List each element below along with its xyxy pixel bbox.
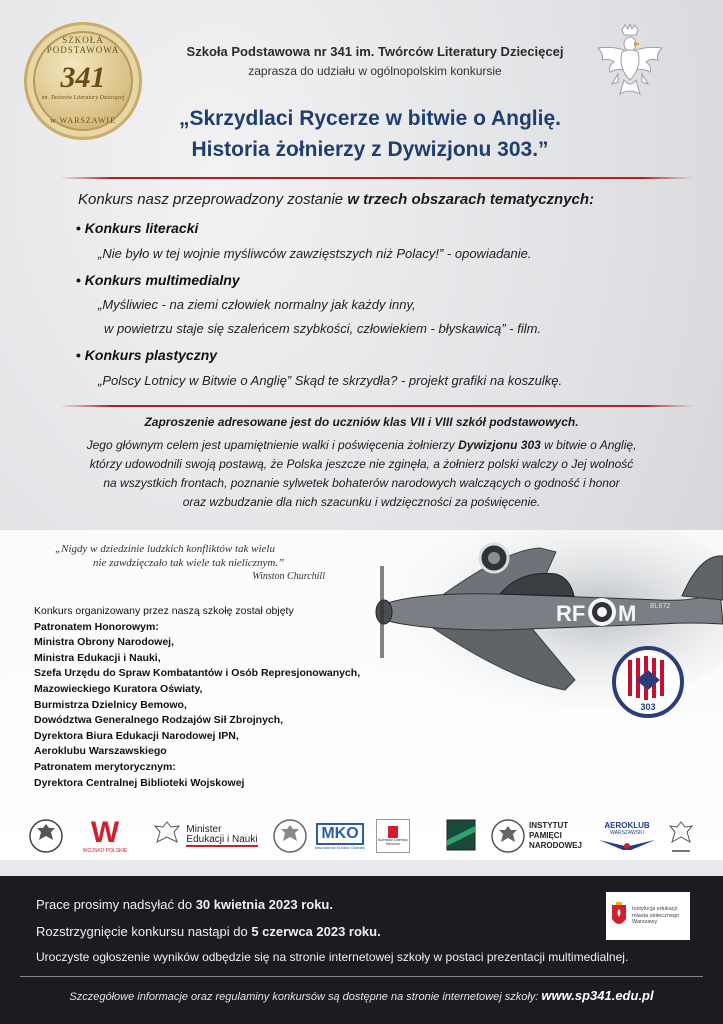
website-link[interactable]: www.sp341.edu.pl (541, 988, 654, 1003)
patron-logos (22, 812, 702, 864)
bemowo-emblem (376, 819, 410, 853)
men-logo (150, 812, 260, 860)
ipn-line1: INSTYTUT (529, 821, 569, 830)
men-eagle-icon (152, 818, 182, 854)
category-art-desc: „Polscy Lotnicy w Bitwie o Anglię” Skąd te skrzydła? - projekt grafiki na koszulkę. (98, 373, 563, 388)
aeroklub-line2: WARSZAWSKI (610, 829, 644, 836)
warsaw-logo-line: miasta stołecznego (632, 912, 680, 919)
badge-label: 303 (640, 702, 656, 712)
seal-bottom-text: w WARSZAWIE (50, 116, 116, 125)
warsaw-education-logo (606, 892, 690, 940)
squadron-303-badge (612, 646, 684, 718)
school-name: Szkoła Podstawowa nr 341 im. Twórców Literatury Dziecięcej (186, 44, 564, 59)
ipn-logo-text (529, 821, 582, 851)
men-line2: Edukacji i Nauki (186, 834, 258, 845)
seal-number: 341 (60, 60, 106, 94)
paragraph-text: Jego głównym celem jest upamiętnienie walki i poświęcenia żołnierzy (86, 438, 459, 452)
men-logo-text (186, 825, 257, 847)
category-literary: • Konkurs literacki (76, 220, 198, 236)
paragraph-text: w bitwie o Anglię, (540, 438, 637, 452)
patron-item: Ministra Edukacji i Nauki, (34, 651, 161, 664)
patrons-lead: Konkurs organizowany przez naszą szkołę został objęty (34, 605, 294, 617)
bemowo-shield-icon (388, 826, 398, 838)
paragraph-line (40, 436, 683, 455)
contest-title-line1: „Skrzydlaci Rycerze w bitwie o Anglię. (178, 107, 561, 130)
patrons-list (34, 604, 414, 791)
dgrsz-logo (444, 812, 478, 860)
cbw-logo (666, 812, 696, 860)
announcement-text: Uroczyste ogłoszenie wyników odbędzie się na stronie internetowej szkoły w postaci prezentacji multimedialnej. (36, 950, 629, 964)
churchill-quote (55, 542, 355, 584)
paragraph-line: oraz wzbudzanie dla nich szacunku i wdzięczności za poświęcenie. (182, 495, 541, 509)
deadline-label: Prace prosimy nadsyłać do (36, 897, 196, 912)
patron-item: Szefa Urzędu do Spraw Kombatantów i Osób Represjonowanych, (34, 667, 361, 680)
squadron-code-left: RF (556, 601, 586, 626)
polish-eagle-icon (594, 24, 666, 102)
udsk-logo (272, 812, 308, 860)
intro-text: Konkurs nasz przeprowadzony zostanie (78, 191, 348, 208)
patron-item: Dyrektora Biura Edukacji Narodowej IPN, (34, 729, 239, 742)
contest-title-line2: Historia żołnierzy z Dywizjonu 303.” (191, 138, 549, 161)
warsaw-logo-line: Warszawy (632, 919, 658, 926)
squadron-code-right: M (618, 601, 637, 626)
result-date: 5 czerwca 2023 roku. (251, 924, 381, 939)
wojsko-polskie-logo (70, 812, 140, 860)
category-art: • Konkurs plastyczny (76, 347, 217, 363)
mko-logo (314, 812, 366, 860)
mko-logo-subtext: Mazowiecki Kurator Oświaty (314, 844, 366, 850)
aeroklub-logo (592, 812, 662, 860)
footer-divider (20, 976, 703, 977)
details-note (0, 988, 723, 1003)
category-literary-desc: „Nie było w tej wojnie myśliwców zawzięstszych niż Polacy!” - opowiadanie. (98, 246, 532, 261)
deadline-text (36, 897, 333, 912)
patron-item: Dyrektora Centralnej Biblioteki Wojskowej (34, 776, 245, 789)
patrons-honorary-label: Patronatem Honorowym: (34, 620, 159, 633)
mon-eagle-logo (28, 812, 64, 860)
invitation-audience: Zaproszenie adresowane jest do uczniów klas VII i VIII szkół podstawowych. (144, 415, 579, 429)
patron-item: Ministra Obrony Narodowej, (34, 636, 175, 649)
quote-line: „Nigdy w dziedzinie ludzkich konfliktów tak wielu (55, 543, 275, 555)
ipn-line3: NARODOWEJ (529, 841, 582, 850)
result-text (36, 924, 381, 939)
warsaw-logo-line: Instytucja edukacji (632, 906, 677, 913)
paragraph-line: którzy udowodnili swoją postawą, że Polska jeszcze nie zginęła, a żołnierz polski walczy o Jej wolność (89, 457, 634, 471)
category-multimedia-desc-1: „Myśliwiec - na ziemi człowiek normalny jak każdy inny, (98, 297, 416, 312)
bemowo-logo-text: Burmistrz Dzielnicy Bemowo (378, 838, 408, 846)
aeroklub-line1: AEROKLUB (604, 820, 650, 830)
invite-text: zaprasza do udziału w ogólnopolskim konkursie (248, 64, 502, 78)
deadline-date: 30 kwietnia 2023 roku. (195, 897, 333, 912)
result-label: Rozstrzygnięcie konkursu nastąpi do (36, 924, 252, 939)
patron-item: Aeroklubu Warszawskiego (34, 745, 167, 758)
patron-item: Burmistrza Dzielnicy Bemowo, (34, 698, 187, 711)
aeroklub-wings-icon (597, 836, 657, 852)
paragraph-emphasis: Dywizjonu 303 (458, 438, 541, 452)
category-multimedia: • Konkurs multimedialny (76, 272, 240, 288)
patron-item: Dowództwa Generalnego Rodzajów Sił Zbrojnych, (34, 714, 284, 727)
patrons-substantive-label: Patronatem merytorycznym: (34, 760, 176, 773)
patron-item: Mazowieckiego Kuratora Oświaty, (34, 682, 203, 695)
details-text: Szczegółowe informacje oraz regulaminy konkursów są dostępne na stronie internetowej szkoły: (69, 991, 542, 1003)
quote-author: Winston Churchill (252, 571, 325, 582)
warsaw-crest-icon (610, 901, 628, 931)
intro-emphasis: w trzech obszarach tematycznych: (347, 191, 595, 208)
category-multimedia-desc-2: w powietrzu staje się szaleńcem szybkości, człowiekiem - błyskawicą” - film. (104, 321, 542, 336)
ipn-logo (488, 812, 584, 860)
ipn-line2: PAMIĘCI (529, 831, 562, 840)
mko-logo-text: MKO (316, 823, 363, 845)
divider-line (60, 177, 693, 179)
contest-intro (78, 191, 678, 208)
invitation-paragraph (40, 436, 683, 512)
ipn-eagle-icon (490, 818, 526, 854)
seal-sub-text: im. Twórców Literatury Dziecięcej (41, 94, 125, 101)
warsaw-logo-text (632, 906, 679, 926)
seal-top-text: SZKOŁA PODSTAWOWA (46, 35, 120, 55)
divider-line (60, 405, 693, 407)
paragraph-line: na wszystkich frontach, poznanie sylwetek bohaterów narodowych walczących o godność i honor (103, 476, 620, 490)
aircraft-serial: BL672 (650, 603, 671, 610)
bemowo-logo (374, 812, 412, 860)
wp-logo-subtext: WOJSKO POLSKIE (82, 848, 128, 854)
wp-logo-text: W (90, 816, 120, 849)
men-line1: Minister (186, 824, 222, 835)
quote-line: nie zawdzięczało tak wiele tak nielicznym.” (93, 557, 285, 569)
